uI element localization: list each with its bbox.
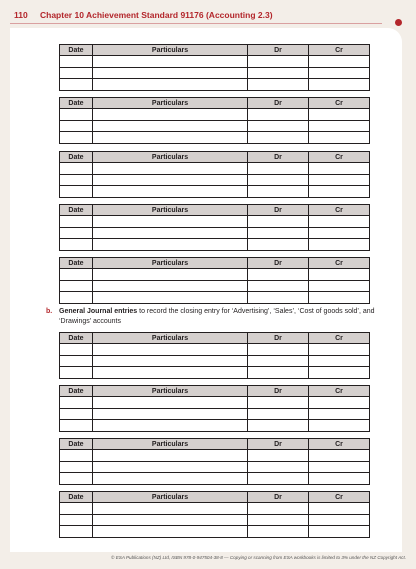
cr-cell[interactable]: [309, 408, 370, 420]
date-cell[interactable]: [60, 269, 93, 281]
dr-cell[interactable]: [248, 397, 309, 409]
cr-cell[interactable]: [309, 174, 370, 186]
journal-table: [59, 44, 370, 91]
cr-cell[interactable]: [309, 109, 370, 121]
journal-entry-row: [60, 56, 370, 68]
date-cell[interactable]: [60, 503, 93, 515]
cr-cell[interactable]: [309, 269, 370, 281]
journal-entry-row: [60, 239, 370, 251]
cr-cell[interactable]: [309, 514, 370, 526]
journal-header-row: [60, 258, 370, 269]
journal-entry-row: [60, 461, 370, 473]
cr-cell[interactable]: [309, 120, 370, 132]
particulars-cell[interactable]: [93, 120, 248, 132]
dr-cell[interactable]: [248, 450, 309, 462]
dr-cell[interactable]: [248, 408, 309, 420]
journal-table: [59, 97, 370, 144]
particulars-cell[interactable]: [93, 397, 248, 409]
dr-column-header: Dr: [248, 258, 309, 269]
date-column-header: Date: [60, 386, 93, 397]
dr-column-header: Dr: [248, 439, 309, 450]
date-cell[interactable]: [60, 461, 93, 473]
dr-column-header: Dr: [248, 98, 309, 109]
date-cell[interactable]: [60, 67, 93, 79]
journal-table: [59, 438, 370, 485]
cr-cell[interactable]: [309, 67, 370, 79]
dr-cell[interactable]: [248, 514, 309, 526]
particulars-cell[interactable]: [93, 473, 248, 485]
journal-table: [59, 332, 370, 379]
journal-entry-row: [60, 514, 370, 526]
dr-cell[interactable]: [248, 473, 309, 485]
journal-table: [59, 491, 370, 538]
date-cell[interactable]: [60, 367, 93, 379]
journal-entry-row: [60, 420, 370, 432]
header-divider: [10, 23, 382, 24]
cr-column-header: Cr: [309, 98, 370, 109]
question-text: [59, 307, 394, 327]
dr-column-header: Dr: [248, 152, 309, 163]
particulars-cell[interactable]: [93, 461, 248, 473]
journal-header-row: [60, 152, 370, 163]
date-cell[interactable]: [60, 408, 93, 420]
particulars-column-header: Particulars: [93, 439, 248, 450]
journal-entry-row: [60, 503, 370, 515]
particulars-cell[interactable]: [93, 239, 248, 251]
cr-column-header: Cr: [309, 205, 370, 216]
cr-cell[interactable]: [309, 367, 370, 379]
particulars-cell[interactable]: [93, 67, 248, 79]
journal-entry-row: [60, 269, 370, 281]
journal-entry-row: [60, 408, 370, 420]
date-cell[interactable]: [60, 120, 93, 132]
date-cell[interactable]: [60, 239, 93, 251]
date-cell[interactable]: [60, 397, 93, 409]
date-column-header: Date: [60, 333, 93, 344]
header-dot-ornament: [395, 19, 402, 26]
page-number: 110: [14, 10, 28, 20]
journal-header-row: [60, 98, 370, 109]
dr-cell[interactable]: [248, 216, 309, 228]
dr-cell[interactable]: [248, 132, 309, 144]
question-rest-text: to record the closing entry for ‘Advertising’, ‘Sales’, ‘Cost of goods sold’, and ‘Drawings’ accounts: [59, 308, 375, 325]
journal-entry-row: [60, 227, 370, 239]
cr-cell[interactable]: [309, 56, 370, 68]
particulars-cell[interactable]: [93, 56, 248, 68]
journal-entry-row: [60, 67, 370, 79]
date-cell[interactable]: [60, 450, 93, 462]
particulars-column-header: Particulars: [93, 98, 248, 109]
cr-cell[interactable]: [309, 344, 370, 356]
cr-column-header: Cr: [309, 439, 370, 450]
particulars-cell[interactable]: [93, 109, 248, 121]
journal-entry-row: [60, 174, 370, 186]
dr-cell[interactable]: [248, 292, 309, 304]
dr-cell[interactable]: [248, 367, 309, 379]
particulars-cell[interactable]: [93, 132, 248, 144]
particulars-cell[interactable]: [93, 186, 248, 198]
journal-entry-row: [60, 79, 370, 91]
journal-entry-row: [60, 473, 370, 485]
cr-cell[interactable]: [309, 461, 370, 473]
dr-cell[interactable]: [248, 56, 309, 68]
date-column-header: Date: [60, 98, 93, 109]
dr-cell[interactable]: [248, 526, 309, 538]
particulars-column-header: Particulars: [93, 45, 248, 56]
journal-entry-row: [60, 526, 370, 538]
journal-entry-row: [60, 450, 370, 462]
particulars-cell[interactable]: [93, 344, 248, 356]
journal-entry-row: [60, 355, 370, 367]
question-letter: b.: [46, 308, 53, 315]
particulars-cell[interactable]: [93, 503, 248, 515]
dr-cell[interactable]: [248, 163, 309, 175]
journal-header-row: [60, 45, 370, 56]
journal-entry-row: [60, 109, 370, 121]
dr-cell[interactable]: [248, 120, 309, 132]
chapter-title: Chapter 10 Achievement Standard 91176 (Accounting 2.3): [40, 10, 273, 20]
cr-cell[interactable]: [309, 526, 370, 538]
journal-entry-row: [60, 120, 370, 132]
particulars-cell[interactable]: [93, 216, 248, 228]
page-header: [14, 8, 273, 22]
particulars-cell[interactable]: [93, 526, 248, 538]
cr-cell[interactable]: [309, 292, 370, 304]
cr-column-header: Cr: [309, 386, 370, 397]
dr-column-header: Dr: [248, 333, 309, 344]
particulars-column-header: Particulars: [93, 152, 248, 163]
particulars-cell[interactable]: [93, 420, 248, 432]
cr-cell[interactable]: [309, 355, 370, 367]
journal-table: [59, 257, 370, 304]
journal-entry-row: [60, 292, 370, 304]
cr-cell[interactable]: [309, 397, 370, 409]
journal-entry-row: [60, 344, 370, 356]
dr-column-header: Dr: [248, 386, 309, 397]
date-cell[interactable]: [60, 473, 93, 485]
dr-cell[interactable]: [248, 174, 309, 186]
particulars-column-header: Particulars: [93, 492, 248, 503]
date-cell[interactable]: [60, 514, 93, 526]
journal-entry-row: [60, 132, 370, 144]
date-column-header: Date: [60, 205, 93, 216]
date-column-header: Date: [60, 258, 93, 269]
date-cell[interactable]: [60, 216, 93, 228]
journal-table: [59, 385, 370, 432]
cr-column-header: Cr: [309, 492, 370, 503]
dr-column-header: Dr: [248, 492, 309, 503]
date-cell[interactable]: [60, 174, 93, 186]
cr-cell[interactable]: [309, 132, 370, 144]
date-cell[interactable]: [60, 280, 93, 292]
particulars-cell[interactable]: [93, 450, 248, 462]
cr-cell[interactable]: [309, 450, 370, 462]
dr-cell[interactable]: [248, 227, 309, 239]
date-column-header: Date: [60, 492, 93, 503]
journal-entry-row: [60, 397, 370, 409]
cr-cell[interactable]: [309, 186, 370, 198]
dr-cell[interactable]: [248, 109, 309, 121]
cr-cell[interactable]: [309, 163, 370, 175]
particulars-cell[interactable]: [93, 163, 248, 175]
journal-entry-row: [60, 163, 370, 175]
date-cell[interactable]: [60, 186, 93, 198]
particulars-cell[interactable]: [93, 355, 248, 367]
cr-column-header: Cr: [309, 333, 370, 344]
particulars-cell[interactable]: [93, 79, 248, 91]
dr-cell[interactable]: [248, 239, 309, 251]
date-cell[interactable]: [60, 163, 93, 175]
journal-entry-row: [60, 216, 370, 228]
particulars-cell[interactable]: [93, 514, 248, 526]
dr-cell[interactable]: [248, 461, 309, 473]
particulars-cell[interactable]: [93, 174, 248, 186]
cr-cell[interactable]: [309, 79, 370, 91]
journal-header-row: [60, 386, 370, 397]
date-cell[interactable]: [60, 79, 93, 91]
question-bold-text: General Journal entries: [59, 308, 138, 315]
journal-table: [59, 204, 370, 251]
cr-cell[interactable]: [309, 473, 370, 485]
particulars-cell[interactable]: [93, 367, 248, 379]
journal-header-row: [60, 205, 370, 216]
date-cell[interactable]: [60, 420, 93, 432]
cr-cell[interactable]: [309, 503, 370, 515]
date-cell[interactable]: [60, 227, 93, 239]
date-column-header: Date: [60, 45, 93, 56]
dr-cell[interactable]: [248, 186, 309, 198]
journal-header-row: [60, 492, 370, 503]
cr-cell[interactable]: [309, 216, 370, 228]
journal-header-row: [60, 333, 370, 344]
cr-column-header: Cr: [309, 45, 370, 56]
dr-cell[interactable]: [248, 344, 309, 356]
particulars-cell[interactable]: [93, 408, 248, 420]
cr-cell[interactable]: [309, 280, 370, 292]
journal-header-row: [60, 439, 370, 450]
cr-cell[interactable]: [309, 420, 370, 432]
particulars-column-header: Particulars: [93, 258, 248, 269]
journal-entry-row: [60, 186, 370, 198]
copyright-footer: © ESA Publications (NZ) Ltd, ISBN 978-0-947504-38-8 — Copying or scanning from ESA workbooks is limited to 3% under the NZ Copyright Act.: [111, 555, 406, 560]
dr-cell[interactable]: [248, 355, 309, 367]
date-cell[interactable]: [60, 132, 93, 144]
cr-column-header: Cr: [309, 258, 370, 269]
dr-cell[interactable]: [248, 503, 309, 515]
cr-column-header: Cr: [309, 152, 370, 163]
date-cell[interactable]: [60, 56, 93, 68]
date-cell[interactable]: [60, 355, 93, 367]
particulars-cell[interactable]: [93, 269, 248, 281]
particulars-cell[interactable]: [93, 292, 248, 304]
date-cell[interactable]: [60, 109, 93, 121]
date-column-header: Date: [60, 439, 93, 450]
dr-column-header: Dr: [248, 45, 309, 56]
journal-table: [59, 151, 370, 198]
dr-cell[interactable]: [248, 420, 309, 432]
date-cell[interactable]: [60, 526, 93, 538]
dr-cell[interactable]: [248, 269, 309, 281]
date-column-header: Date: [60, 152, 93, 163]
particulars-column-header: Particulars: [93, 386, 248, 397]
journal-entry-row: [60, 367, 370, 379]
dr-cell[interactable]: [248, 280, 309, 292]
particulars-cell[interactable]: [93, 280, 248, 292]
dr-column-header: Dr: [248, 205, 309, 216]
dr-cell[interactable]: [248, 67, 309, 79]
cr-cell[interactable]: [309, 239, 370, 251]
dr-cell[interactable]: [248, 79, 309, 91]
particulars-column-header: Particulars: [93, 333, 248, 344]
particulars-cell[interactable]: [93, 227, 248, 239]
journal-entry-row: [60, 280, 370, 292]
particulars-column-header: Particulars: [93, 205, 248, 216]
date-cell[interactable]: [60, 292, 93, 304]
date-cell[interactable]: [60, 344, 93, 356]
cr-cell[interactable]: [309, 227, 370, 239]
